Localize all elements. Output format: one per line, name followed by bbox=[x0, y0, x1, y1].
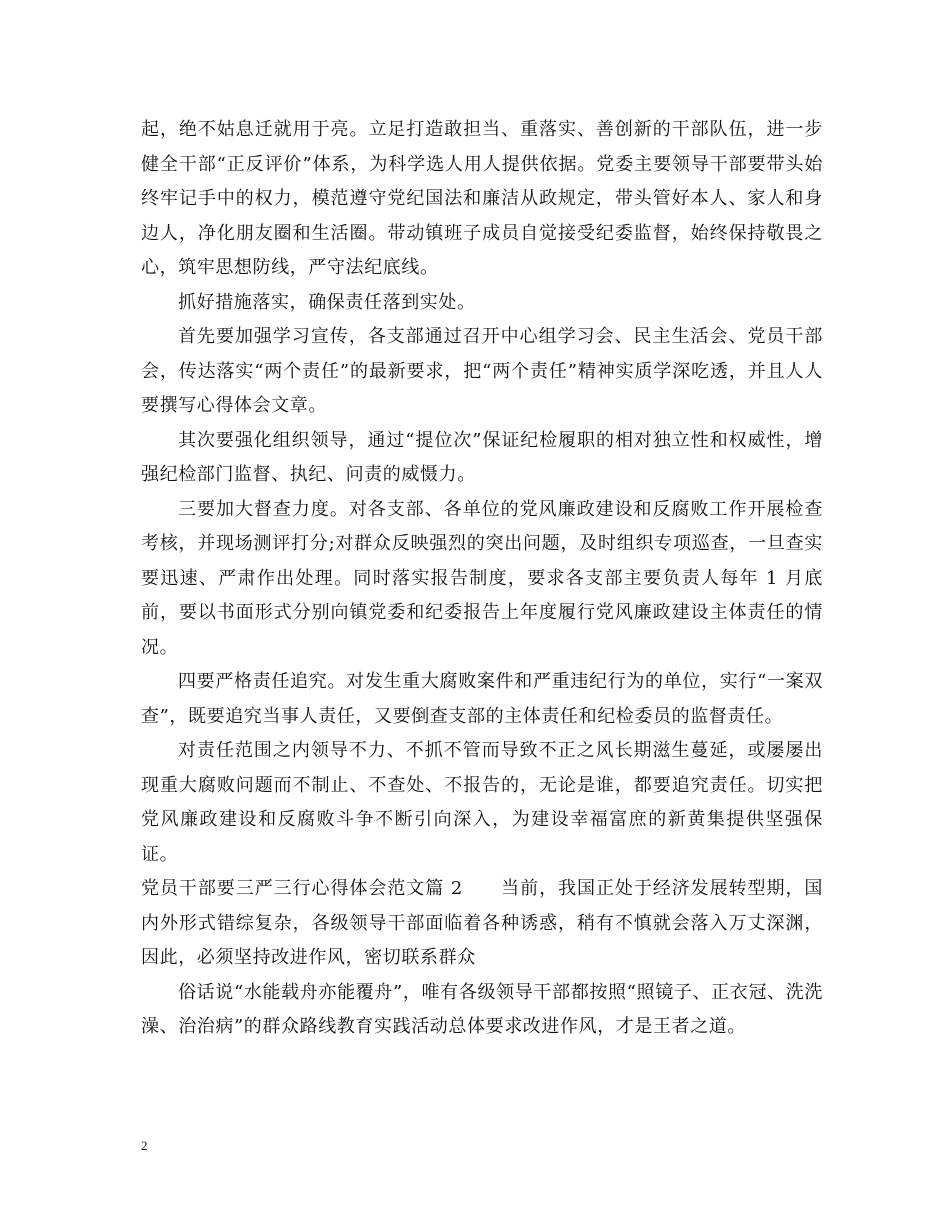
paragraph-responsibility: 对责任范围之内领导不力、不抓不管而导致不正之风长期滋生蔓延，或屡屡出现重大腐败问题而不制止、不查处、不报告的，无论是谁，都要追究责任。切实把党风廉政建设和反腐败斗争不断引向深入，为建设幸福富庶的新黄集提供坚强保证。 bbox=[141, 740, 823, 865]
paragraph-measures-heading: 抓好措施落实，确保责任落到实处。 bbox=[178, 291, 476, 313]
paragraph-supervision: 三要加大督查力度。对各支部、各单位的党风廉政建设和反腐败工作开展检查考核，并现场测评打分;对群众反映强烈的突出问题，及时组织专项巡查，一旦查实要迅速、严肃作出处理。同时落实报告制度，要求各支部主要负责人每年 1 月底前，要以书面形式分别向镇党委和纪委报告上年度履行党风廉政建设主体责任的情况。 bbox=[141, 498, 823, 658]
page-number: 2 bbox=[141, 1138, 148, 1153]
paragraph-continuation: 起，绝不姑息迁就用于亮。立足打造敢担当、重落实、善创新的干部队伍，进一步健全干部“正反评价”体系，为科学选人用人提供依据。党委主要领导干部要带头始终牢记手中的权力，模范遵守党纪国法和廉洁从政规定，带头管好本人、家人和身边人，净化朋友圈和生活圈。带动镇班子成员自觉接受纪委监督，始终保持敬畏之心，筑牢思想防线，严守法纪底线。 bbox=[141, 119, 823, 278]
paragraph-accountability: 四要严格责任追究。对发生重大腐败案件和严重违纪行为的单位，实行“一案双查”，既要追究当事人责任，又要倒查支部的主体责任和纪检委员的监督责任。 bbox=[141, 671, 823, 727]
paragraph-study: 首先要加强学习宣传，各支部通过召开中心组学习会、民主生活会、党员干部会，传达落实“两个责任”的最新要求，把“两个责任”精神实质学深吃透，并且人人要撰写心得体会文章。 bbox=[141, 326, 823, 416]
paragraph-leadership: 其次要强化组织领导，通过“提位次”保证纪检履职的相对独立性和权威性，增强纪检部门监督、执纪、问责的威慑力。 bbox=[141, 429, 823, 485]
paragraph-essay-2-heading: 党员干部要三严三行心得体会范文篇 2 当前，我国正处于经济发展转型期，国内外形式错综复杂，各级领导干部面临着各种诱惑，稍有不慎就会落入万丈深渊，因此，必须坚持改进作风，密切联系群众 bbox=[141, 878, 823, 968]
paragraph-proverb: 俗话说“水能载舟亦能覆舟”，唯有各级领导干部都按照“照镜子、正衣冠、洗洗澡、治治病”的群众路线教育实践活动总体要求改进作风，才是王者之道。 bbox=[141, 981, 823, 1037]
document-body bbox=[141, 113, 823, 1045]
